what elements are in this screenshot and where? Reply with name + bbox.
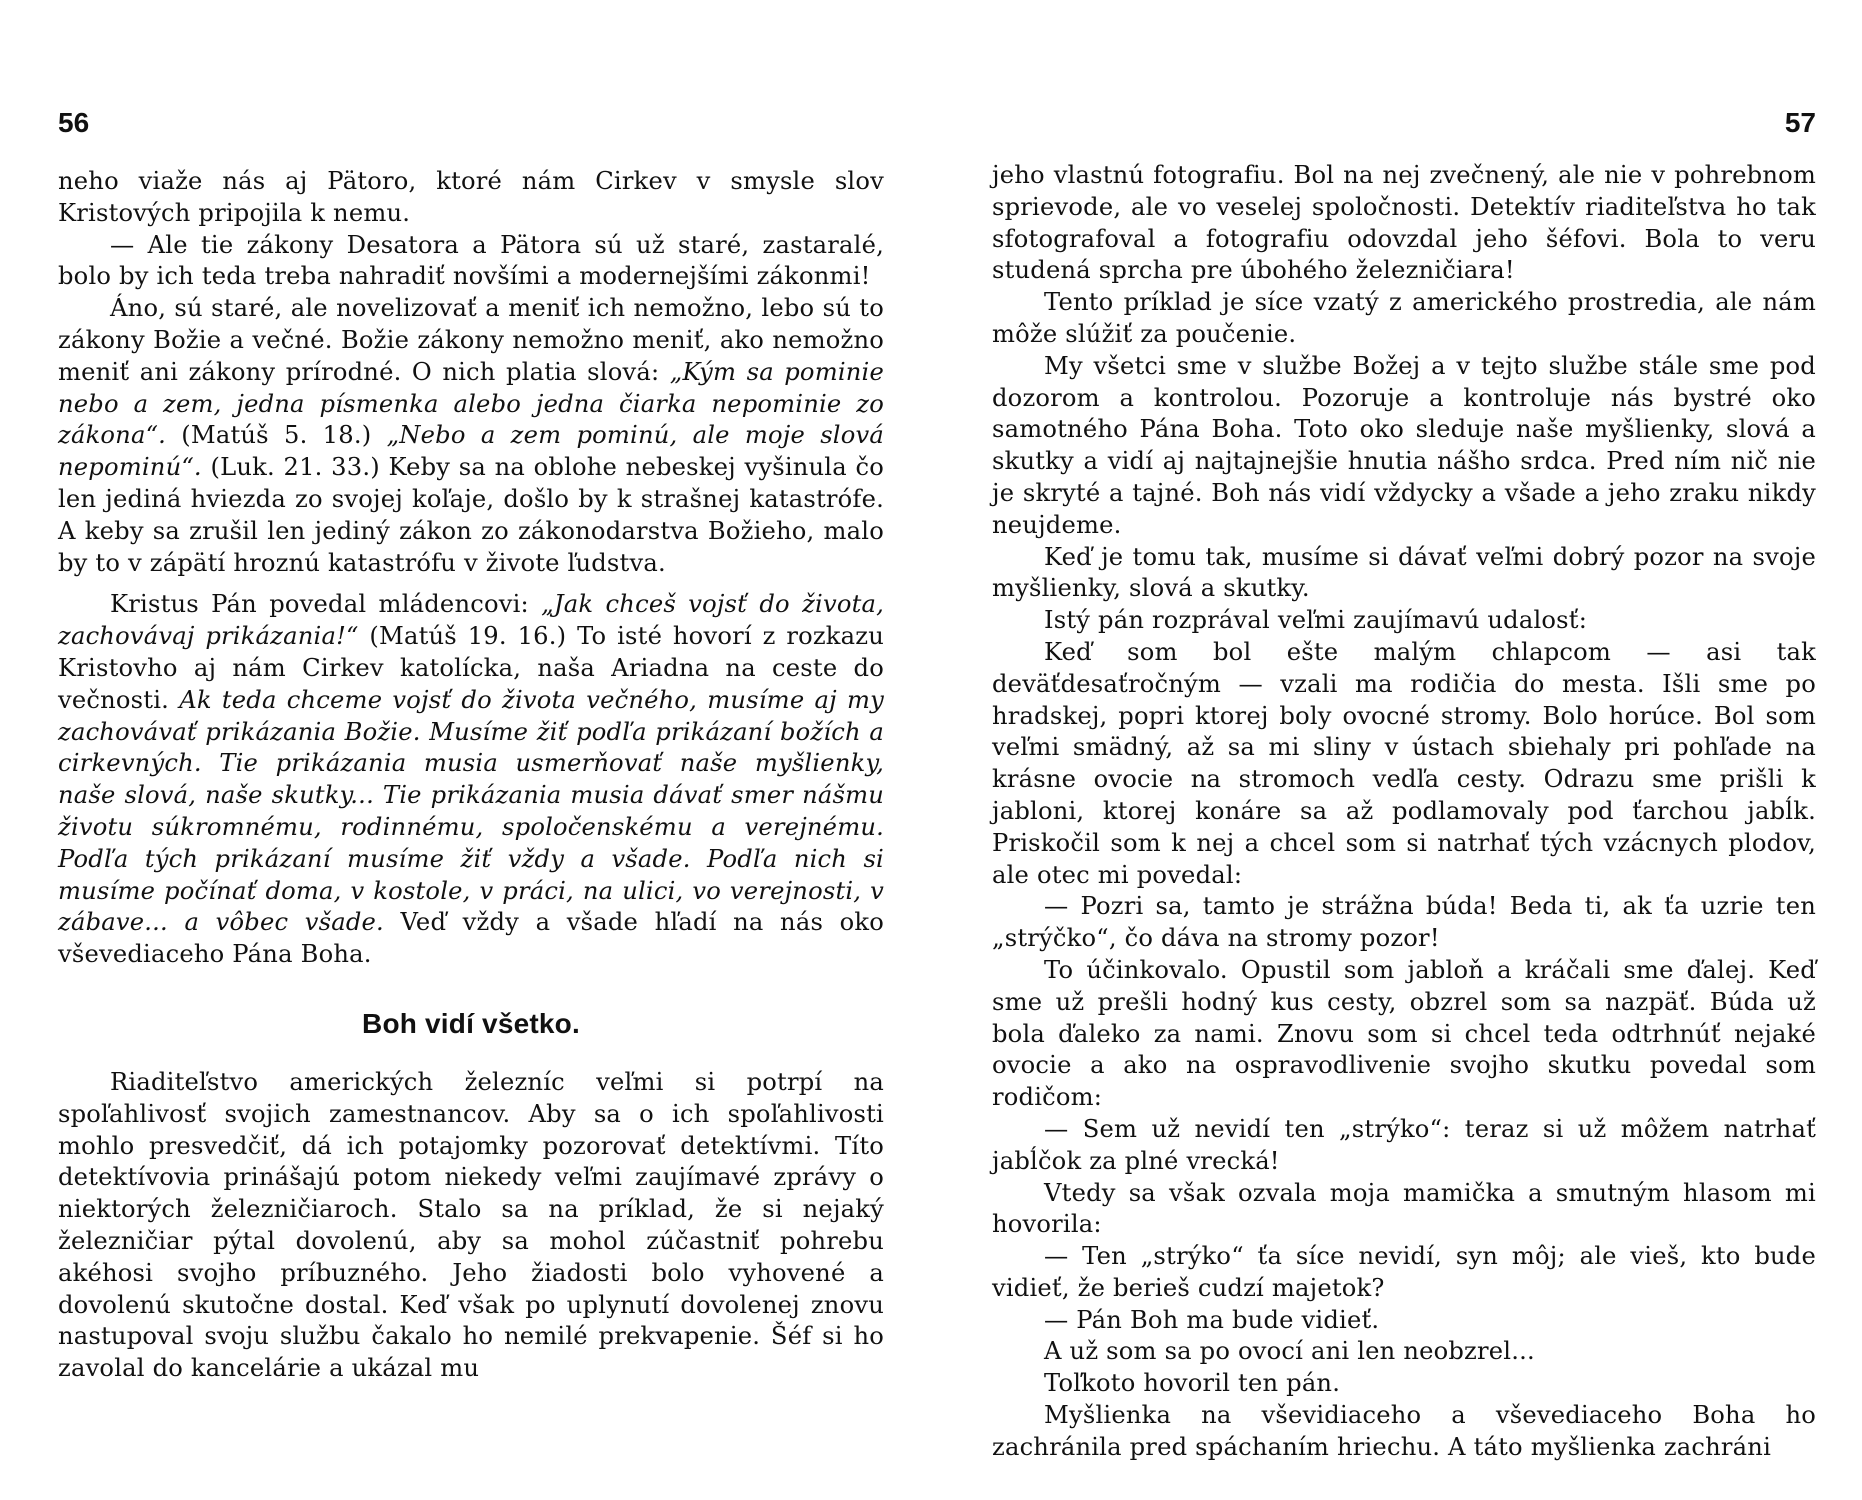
paragraph: To účinkovalo. Opustil som jabloň a kráčali sme ďalej. Keď sme už prešli hodný kus cesty, obzrel som sa nazpäť. Búda už bola ďaleko za nami. Znovu som si chcel teda odtrhnúť nejaké ovocie a ako na ospravodlivenie svojho skutku povedal som rodičom:	[992, 955, 1816, 1112]
bible-reference: (Matúš 5. 18.)	[166, 421, 387, 450]
paragraph: Riaditeľstvo amerických železníc veľmi si potrpí na spoľahlivosť svojich zamestnancov. Aby sa o ich spoľahlivosti mohlo presvedčiť, dá ich potajomky pozorovať detektívmi. Títo detektívovia prinášajú potom niekedy veľmi zaujímavé zprávy o niektorých železničiaroch. Stalo sa na príklad, že si nejaký železničiar pýtal dovolenú, aby sa mohol zúčastniť pohrebu akéhosi svojho príbuzného. Jeho žiadosti bolo vyhovené a dovolenú skutočne dostal. Keď však po uplynutí dovolenej znovu nastupoval svoju službu čakalo ho nemilé prekvapenie. Šéf si ho zavolal do kancelárie a ukázal mu	[58, 1067, 884, 1383]
paragraph: — Ten „strýko“ ťa síce nevidí, syn môj; ale vieš, kto bude vidieť, že berieš cudzí majetok?	[992, 1242, 1816, 1302]
paragraph: Keď je tomu tak, musíme si dávať veľmi dobrý pozor na svoje myšlienky, slová a skutky.	[992, 542, 1816, 603]
paragraph: jeho vlastnú fotografiu. Bol na nej zvečnený, ale nie v pohrebnom sprievode, ale vo veselej spoločnosti. Detektív riaditeľstva ho tak sfotografoval a fotografiu odovzdal jeho šéfovi. Bola to veru studená sprcha pre úbohého železničiara!	[992, 161, 1816, 285]
page-number-right: 57	[1784, 107, 1816, 138]
paragraph: — Pozri sa, tamto je strážna búda! Beda ti, ak ťa uzrie ten „strýčko“, čo dáva na stromy pozor!	[992, 892, 1816, 953]
paragraph-text: Áno, sú staré, ale novelizovať a meniť ich nemožno, lebo sú to zákony Božie a večné. Božie zákony nemožno meniť, ako nemožno meniť ani zákony prírodné. O nich platia slová:	[58, 294, 884, 386]
paragraph: A už som sa po ovocí ani len neobzrel...	[1044, 1337, 1535, 1366]
paragraph-text: Kristus Pán povedal mládencovi:	[110, 590, 542, 619]
paragraph: My všetci sme v službe Božej a v tejto službe stále sme pod dozorom a kontrolou. Pozoruje a kontroluje nás bystré oko samotného Pána Boha. Toto oko sleduje naše myšlienky, slová a skutky a vidí aj najtajnejšie hnutia nášho srdca. Pred ním nič nie je skryté a tajné. Boh nás vidí vždycky a všade a jeho zraku nikdy neujdeme.	[992, 351, 1816, 539]
paragraph-text: (Luk. 21. 33.) Keby sa na oblohe nebeskej vyšinula čo len jediná hviezda zo svojej koľaje, došlo by k strašnej katastrófe. A keby sa zrušil len jediný zákon zo zákonodarstva Božieho, malo by to v zápätí hroznú katastrófu v živote ľudstva.	[58, 453, 884, 577]
paragraph: Keď som bol ešte malým chlapcom — asi tak deväťdesaťročným — vzali ma rodičia do mesta. Išli sme po hradskej, popri ktorej boly ovocné stromy. Bolo horúce. Bol som veľmi smädný, až sa mi sliny v ústach sbiehaly pri pohľade na krásne ovocie na stromoch vedľa cesty. Odrazu sme prišli k jabloni, ktorej konáre sa až podlamovaly pod ťarchou jabĺk. Priskočil som k nej a chcel som si natrhať tých vzácnych plodov, ale otec mi povedal:	[992, 637, 1816, 889]
left-page-text	[58, 166, 884, 1385]
paragraph-text: Veď vždy a všade hľadí na nás oko vševediaceho Pána Boha.	[58, 908, 884, 969]
paragraph: — Ale tie zákony Desatora a Pätora sú už staré, zastaralé, bolo by ich teda treba nahradiť novšími a modernejšími zákonmi!	[58, 230, 884, 291]
page-number-left: 56	[58, 107, 90, 138]
paragraph	[58, 589, 884, 971]
paragraph: neho viaže nás aj Pätoro, ktoré nám Cirkev v smysle slov Kristových pripojila k nemu.	[58, 167, 884, 227]
bible-quote: „Nebo a zem pominú, ale moje slová nepominú“.	[58, 421, 884, 482]
left-page	[58, 0, 884, 1500]
paragraph: Tento príklad je síce vzatý z amerického prostredia, ale nám môže slúžiť za poučenie.	[992, 288, 1816, 348]
paragraph: — Pán Boh ma bude vidieť.	[1044, 1305, 1380, 1334]
paragraph: Toľkoto hovoril ten pán.	[1044, 1369, 1341, 1398]
paragraph: Myšlienka na vševidiaceho a vševediaceho Boha ho zachránila pred spáchaním hriechu. A táto myšlienka zachráni	[992, 1401, 1816, 1461]
right-page-text	[992, 160, 1816, 1464]
emphasized-text: Ak teda chceme vojsť do života večného, musíme aj my zachovávať prikázania Božie. Musíme žiť podľa prikázaní božích a cirkevných. Tie prikázania musia usmerňovať naše myšlienky, naše slová, naše skutky... Tie prikázania musia dávať smer nášmu životu súkromnému, rodinnému, spoločenskému a verejnému. Podľa tých prikázaní musíme žiť vždy a všade. Podľa nich si musíme počínať doma, v kostole, v práci, na ulici, vo verejnosti, v zábave... a vôbec všade.	[58, 685, 884, 937]
paragraph: Vtedy sa však ozvala moja mamička a smutným hlasom mi hovorila:	[992, 1178, 1816, 1239]
paragraph: Istý pán rozprával veľmi zaujímavú udalosť:	[1044, 606, 1588, 635]
bible-quote: „Jak chceš vojsť do života, zachovávaj prikázania!“	[58, 590, 885, 651]
bible-quote: „Kým sa pominie nebo a zem, jedna písmenka alebo jedna čiarka nepominie zo zákona“.	[58, 357, 884, 450]
right-page	[992, 0, 1816, 1500]
paragraph-text: (Matúš 19. 16.) To isté hovorí z rozkazu Kristovho aj nám Cirkev katolícka, naša Ariadna na ceste do večnosti.	[58, 622, 884, 714]
paragraph	[58, 293, 884, 579]
section-heading: Boh vidí všetko.	[362, 1007, 580, 1039]
paragraph: — Sem už nevidí ten „strýko“: teraz si už môžem natrhať jabĺčok za plné vrecká!	[992, 1114, 1816, 1175]
